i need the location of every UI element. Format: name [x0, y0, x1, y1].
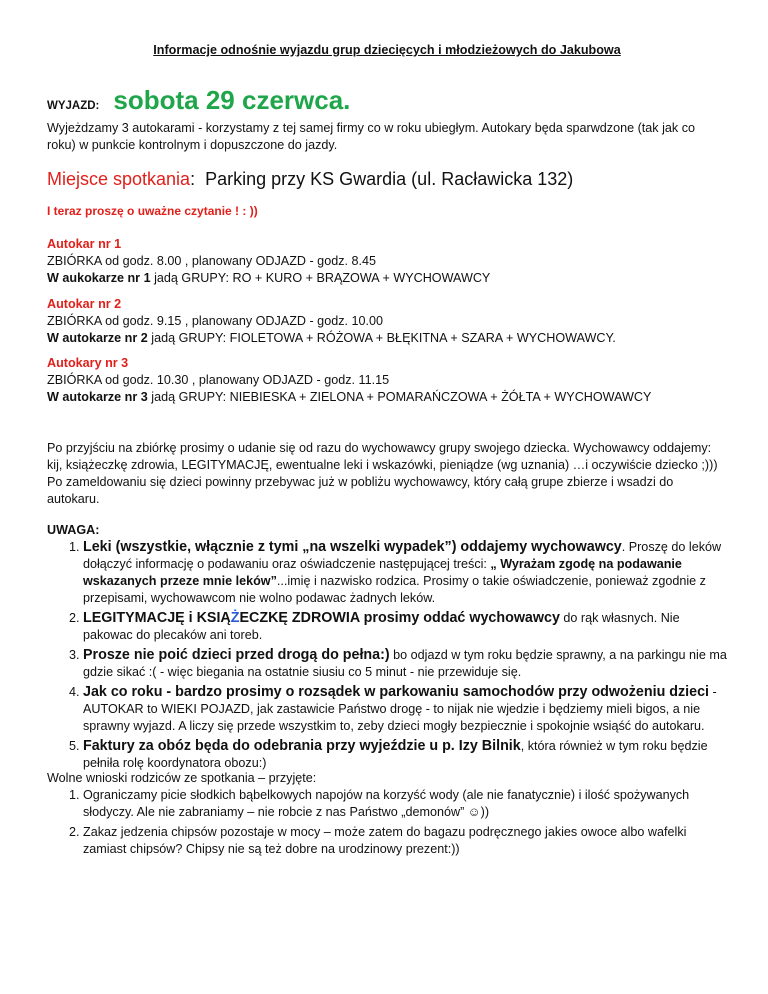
meeting-location: Parking przy KS Gwardia (ul. Racławicka 132): [205, 169, 574, 189]
note-1-quote: „ Wyrażam zgodę na podawanie wskazanych przeze mnie leków”: [83, 557, 682, 588]
bus-1-intro: W aukokarze nr 1: [47, 271, 151, 285]
notes-section: [47, 522, 727, 775]
bus-3-groups-line: [47, 389, 727, 406]
bus-1-block: [47, 236, 727, 287]
note-2-bold-letter: Ż: [230, 610, 240, 626]
arrival-paragraph: Po przyjściu na zbiórkę prosimy o udanie się od razu do wychowawcy grupy swojego dziecka. Wychowawcy oddajemy: kij, książeczkę zdrowia, LEGITYMACJĘ, ewentualne leki i wskazówki, pieniądze (wg uznania) …i oczywiście dziecko ;))) Po zameldowaniu się dzieci powinny przebywac już w pobliżu wychowawcy, który całą grupe zbierze i wsadzi do autokaru.: [47, 441, 718, 506]
note-1-bold: Leki (wszystkie, włącznie z tymi „na wszelki wypadek”) oddajemy wychowawcy: [83, 539, 622, 555]
bus-3-groups: jadą GRUPY: NIEBIESKA + ZIELONA + POMARAŃCZOWA + ŻÓŁTA + WYCHOWAWCY: [147, 390, 652, 404]
note-1-text: . Proszę do leków dołączyć informację o podawaniu oraz oświadczenie następującej treści:: [83, 540, 722, 571]
bus-2-title: Autokar nr 2: [47, 297, 122, 311]
bus-2-block: [47, 296, 727, 347]
wish-1-end: )): [480, 805, 490, 819]
note-4-text: - AUTOKAR to WIEKI POJAZD, jak zastawicie Państwo drogę - to nijak nie wjedzie i będziemy mieli bigos, a nie sprawny wyjazd. A liczy się przede wszystkim to, zeby dzieci mogły bezpiecznie i spokojnie wsiąść do autokaru.: [83, 685, 717, 733]
bus-2-schedule: ZBIÓRKA od godz. 9.15 , planowany ODJAZD - godz. 10.00: [47, 314, 384, 328]
document-title: Informacje odnośnie wyjazdu grup dziecięcych i młodzieżowych do Jakubowa: [153, 43, 621, 57]
wish-2-text: Zakaz jedzenia chipsów pozostaje w mocy – może zatem do bagazu podręcznego jakies owoce albo wafelki zamiast chipsów? Chipsy nie są też dobre na urodzinowy prezent:)): [83, 825, 687, 856]
list-item: [83, 787, 727, 821]
wishes-section: [47, 770, 727, 861]
bus-3-intro: W autokarze nr 3: [47, 390, 148, 404]
notice-text: I teraz proszę o uważne czytanie ! : )): [47, 204, 258, 218]
bus-2-intro: W autokarze nr 2: [47, 331, 148, 345]
intro-paragraph: Wyjeżdzamy 3 autokarami - korzystamy z tej samej firmy co w roku ubiegłym. Autokary będa sparwdzone (tak jak co roku) w punkcie kontrolnym i dopuszczone do jazdy.: [47, 121, 695, 152]
notes-list: [47, 539, 727, 772]
bus-1-groups-line: [47, 270, 727, 287]
meeting-label: Miejsce spotkania: [47, 169, 191, 189]
departure-row: [47, 85, 351, 115]
bus-1-groups: jadą GRUPY: RO + KURO + BRĄZOWA + WYCHOWAWCY: [150, 271, 491, 285]
notes-heading: UWAGA:: [47, 523, 100, 537]
bus-1-schedule: ZBIÓRKA od godz. 8.00 , planowany ODJAZD - godz. 8.45: [47, 254, 377, 268]
list-item: [83, 647, 727, 681]
bus-3-schedule: ZBIÓRKA od godz. 10.30 , planowany ODJAZD - godz. 11.15: [47, 373, 390, 387]
note-3-bold: Prosze nie poić dzieci przed drogą do pełna:): [83, 647, 390, 663]
bus-3-block: [47, 355, 727, 406]
meeting-separator: :: [190, 169, 196, 189]
note-2-bold: LEGITYMACJĘ i KSIĄ: [83, 610, 231, 626]
meeting-place: [47, 168, 727, 190]
note-3-text: bo odjazd w tym roku będzie sprawny, a na parkingu nie ma gdzie sikać :( - więc biegania na ostatnie siusiu co 5 minut - nie przewiduje się.: [83, 648, 727, 679]
note-1-text-2: ...imię i nazwisko rodzica. Prosimy o takie oświadczenie, ponieważ zgodnie z przepisami, wychowawcom nie wolno podawac żadnych leków.: [83, 574, 706, 605]
departure-label: WYJAZD:: [47, 100, 100, 112]
note-2-bold-2: ECZKĘ ZDROWIA prosimy oddać wychowawcy: [239, 610, 560, 626]
wish-1-text: Ograniczamy picie słodkich bąbelkowych napojów na korzyść wody (ale nie fanatycznie) i ilość spożywanych słodyczy. Ale nie zabraniamy – nie robcie z nas Państwo „demonów”: [83, 788, 690, 819]
bus-2-groups: jadą GRUPY: FIOLETOWA + RÓŻOWA + BŁĘKITNA + SZARA + WYCHOWAWCY.: [147, 331, 616, 345]
list-item: [83, 610, 727, 644]
note-4-bold: Jak co roku - bardzo prosimy o rozsądek w parkowaniu samochodów przy odwożeniu dzieci: [83, 684, 710, 700]
list-item: [83, 539, 727, 607]
note-2-text: do rąk własnych. Nie pakowac do plecaków ani toreb.: [83, 611, 680, 642]
note-5-bold: Faktury za obóz będa do odebrania przy wyjeździe u p. Izy Bilnik: [83, 738, 521, 754]
bus-1-title: Autokar nr 1: [47, 237, 122, 251]
departure-date: sobota 29 czerwca.: [113, 85, 351, 115]
list-item: [83, 824, 727, 858]
smiley-icon: ☺: [467, 805, 481, 819]
wishes-heading: Wolne wnioski rodziców ze spotkania – przyjęte:: [47, 771, 317, 785]
bus-3-title: Autokary nr 3: [47, 356, 129, 370]
list-item: [83, 684, 727, 735]
list-item: [83, 738, 727, 772]
note-5-text: , która również w tym roku będzie pełniła rolę koordynatora obozu:): [83, 739, 708, 770]
bus-2-groups-line: [47, 330, 727, 347]
wishes-list: [47, 787, 727, 858]
